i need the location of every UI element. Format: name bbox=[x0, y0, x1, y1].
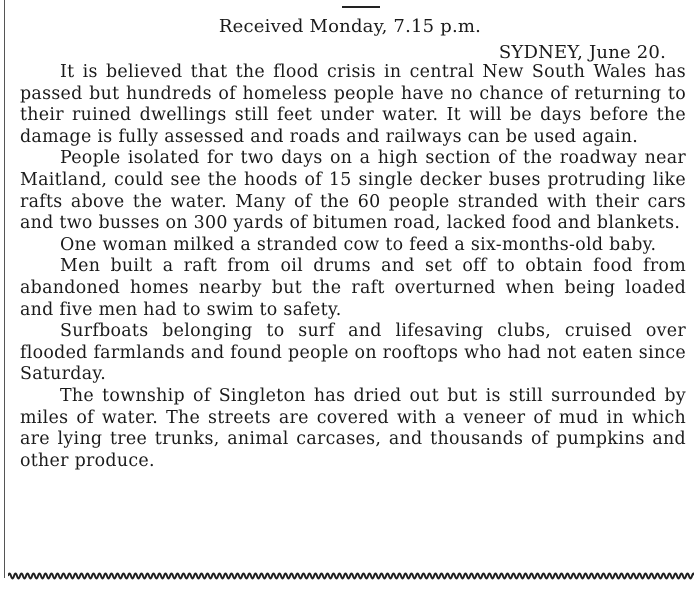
article-body bbox=[20, 62, 686, 472]
wavy-bottom-rule bbox=[8, 568, 694, 584]
paragraph-surfboats: Surfboats belonging to surf and lifesaving clubs, cruised over flooded farmlands and found people on rooftops who had not eaten since Saturday. bbox=[20, 321, 686, 385]
paragraph-maitland-roadway: People isolated for two days on a high section of the roadway near Maitland, could see the hoods of 15 single decker buses protruding like rafts above the water. Many of the 60 people stranded with their cars and two busses on 300 yards of bitumen road, lacked food and blankets. bbox=[20, 148, 686, 234]
received-timestamp: Received Monday, 7.15 p.m. bbox=[218, 16, 482, 37]
paragraph-flood-crisis: It is believed that the flood crisis in central New South Wales has passed but hundreds of homeless people have no chance of returning to their ruined dwellings still feet under water. It will be days before the damage is fully assessed and roads and railways can be used again. bbox=[20, 62, 686, 147]
dateline: SYDNEY, June 20. bbox=[498, 42, 666, 63]
paragraph-raft: Men built a raft from oil drums and set off to obtain food from abandoned homes nearby but the raft overturned when being loaded and five men had to swim to safety. bbox=[20, 256, 686, 320]
left-border-rule bbox=[4, 0, 5, 578]
top-dash-rule bbox=[342, 6, 380, 8]
paragraph-singleton: The township of Singleton has dried out but is still surrounded by miles of water. The streets are covered with a veneer of mud in which are lying tree trunks, animal carcases, and thousands of pumpkins and other produce. bbox=[20, 385, 686, 471]
paragraph-stranded-cow: One woman milked a stranded cow to feed a six-months-old baby. bbox=[60, 234, 657, 255]
